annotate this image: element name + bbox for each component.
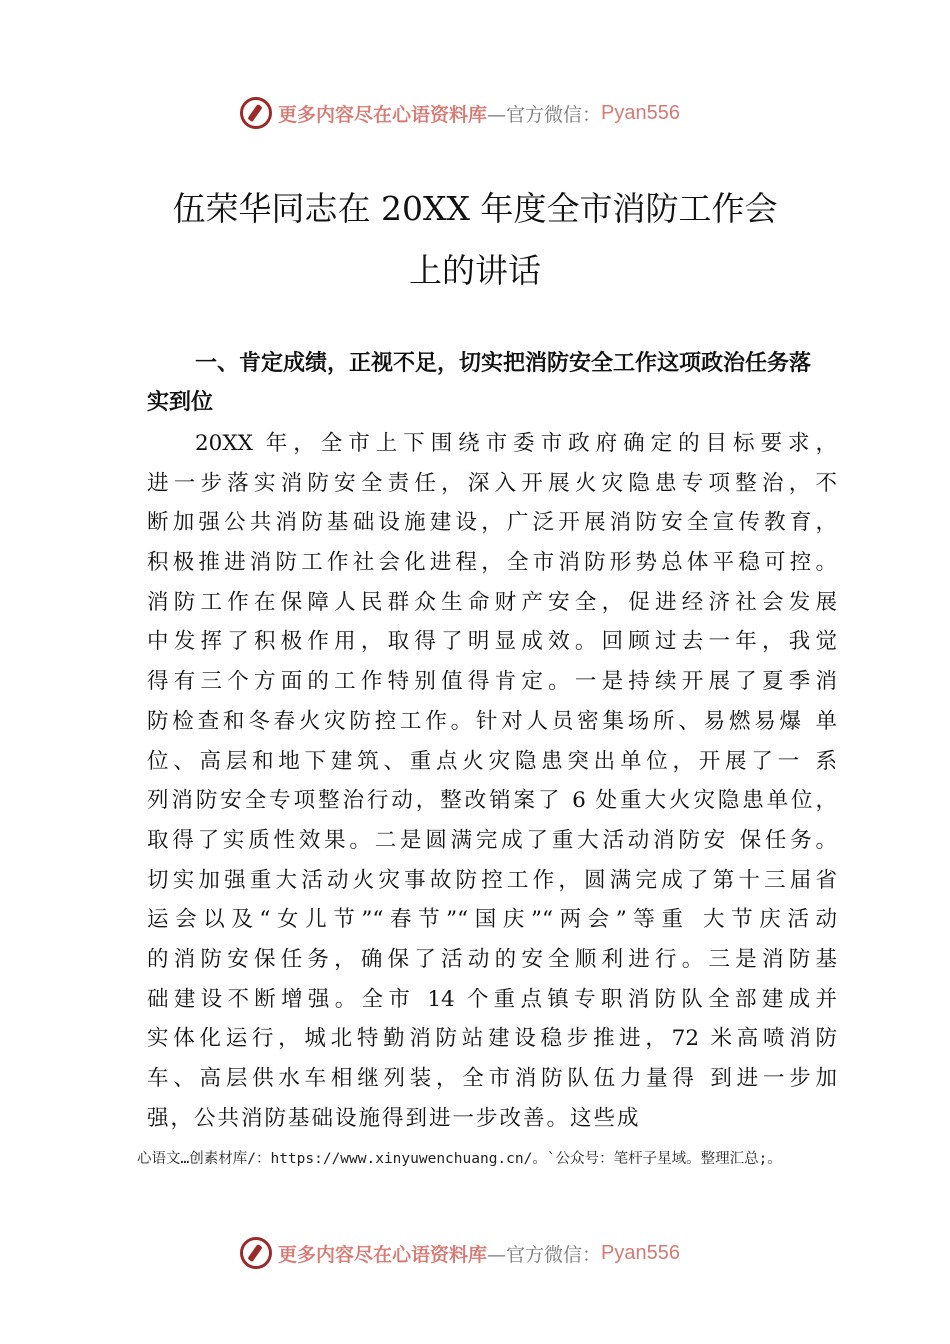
pen-logo-icon [240,1237,272,1269]
watermark-brand: 更多内容尽在心语资料库 [278,103,488,126]
document-title [0,178,950,302]
body-line: 车、高层供水车相继列装，全市消防队伍力量得 到进一步加 [147,1066,837,1091]
watermark-sep: —官方微信： [487,1243,602,1266]
body-line: 强，公共消防基础设施得到进一步改善。这些成 [147,1105,641,1131]
body-line: 列消防安全专项整治行动，整改销案了 6 处重大火灾隐患单位， [147,788,837,814]
watermark-sep: —官方微信： [487,103,602,126]
body-line: 实体化运行，城北特勤消防站建设稳步推进，72 米高喷消防 [147,1026,837,1052]
body-text [147,424,837,1138]
body-line: 积极推进消防工作社会化进程，全市消防形势总体平稳可控。 [147,550,837,576]
watermark-brand: 更多内容尽在心语资料库 [278,1243,488,1266]
title-line-1: 伍荣华同志在 20XX 年度全市消防工作会 [172,189,778,228]
body-line: 的消防安保任务，确保了活动的安全顺利进行。三是消防基 [147,946,837,972]
body-line: 进一步落实消防安全责任，深入开展火灾隐患专项整治，不 [147,470,837,496]
body-line: 消防工作在保障人民群众生命财产安全，促进经济社会发展 [147,589,837,615]
title-line-2: 上的讲话 [409,251,541,290]
header-watermark [240,96,680,130]
body-line: 切实加强重大活动火灾事故防控工作，圆满完成了第十三届省 [147,867,837,893]
watermark-wechat: Pyan556 [601,101,680,124]
body-line: 取得了实质性效果。二是圆满完成了重大活动消防安 保任务。 [147,827,837,853]
body-line: 中发挥了积极作用，取得了明显成效。回顾过去一年，我觉 [147,629,837,655]
body-line: 防检查和冬春火灾防控工作。针对人员密集场所、易燃易爆 单 [147,708,837,734]
body-line: 运会以及“女儿节”“春节”“国庆”“两会”等重 大节庆活动 [147,907,837,933]
body-line: 础建设不断增强。全市 14 个重点镇专职消防队全部建成并 [147,986,837,1012]
section-heading: 一、肯定成绩，正视不足，切实把消防安全工作这项政治任务落实到位 [147,351,812,415]
body-line: 得有三个方面的工作特别值得肯定。一是持续开展了夏季消 [147,669,837,695]
body-line: 位、高层和地下建筑、重点火灾隐患突出单位，开展了一 系 [147,748,837,774]
watermark-wechat: Pyan556 [601,1241,680,1264]
body-line: 20XX 年，全市上下围绕市委市政府确定的目标要求， [195,431,837,456]
body-line: 断加强公共消防基础设施建设，广泛开展消防安全宣传教育， [147,510,837,536]
footer-watermark [240,1236,680,1270]
source-note: 心语文…创素材库/：https://www.xinyuwenchuang.cn/。`公众号：笔杆子星域。整理汇总;。 [137,1151,782,1167]
pen-logo-icon [240,97,272,129]
